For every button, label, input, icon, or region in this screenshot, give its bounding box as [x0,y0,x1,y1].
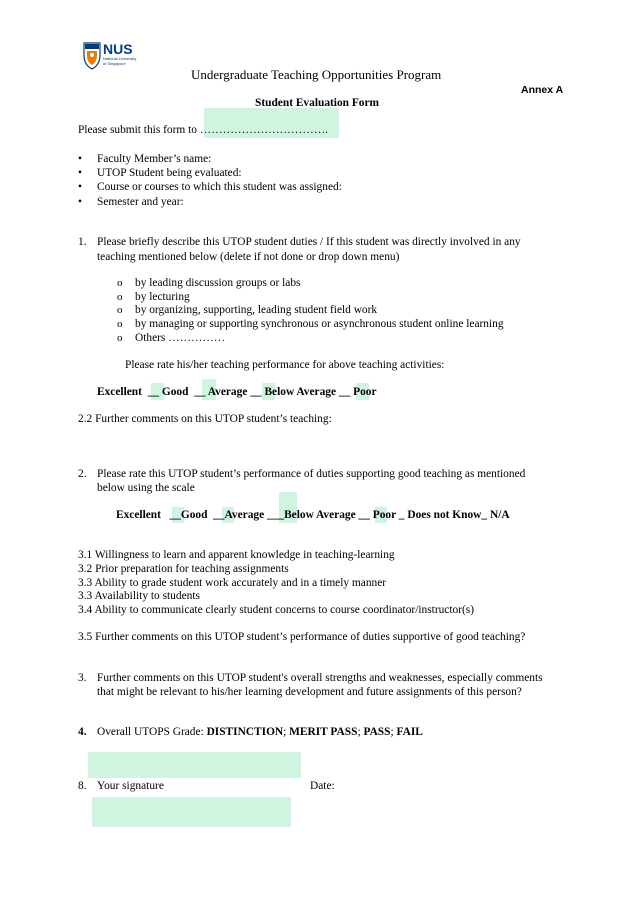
q4-label: Overall UTOPS Grade: [97,726,207,738]
q1-option: o by managing or supporting synchronous or asynchronous student online learning [135,318,504,330]
q2-line1: Please rate this UTOP student’s performance of duties supporting good teaching as mentioned [97,468,526,480]
bullet-semester: • Semester and year: [97,196,184,208]
q3-number: 3. [78,672,87,684]
program-title: Undergraduate Teaching Opportunities Program [191,67,442,82]
bullet-student-evaluated: • UTOP Student being evaluated: [97,167,242,179]
nus-crest-icon [83,41,153,73]
q8-number: 8. [78,780,87,792]
date-label: Date: [310,780,335,792]
grade-distinction: DISTINCTION [206,726,284,738]
q1-number: 1. [78,236,87,248]
q1-line1: Please briefly describe this UTOP student duties / If this student was directly involved in any [97,236,521,248]
q1-option: o by leading discussion groups or labs [135,277,300,289]
q4-number: 4. [78,726,87,738]
q1-option: o by lecturing [135,291,190,303]
signature-field-bottom[interactable] [92,797,291,827]
q3-line2: that might be relevant to his/her learning development and future assignments of this person? [97,686,522,698]
bullet-faculty-name: • Faculty Member’s name: [97,153,211,165]
criterion-item: 3.4 Ability to communicate clearly student concerns to course coordinator/instructor(s) [78,604,475,616]
grade-pass: PASS [363,726,391,738]
q1-rate-prompt: Please rate his/her teaching performance for above teaching activities: [125,359,445,371]
q3-line1: Further comments on this UTOP student's overall strengths and weaknesses, especially comments [97,672,543,684]
q2-2-comments: 2.2 Further comments on this UTOP student’s teaching: [78,413,332,425]
form-title: Student Evaluation Form [255,97,380,109]
logo-wordmark: NUS [103,41,133,57]
q2-number: 2. [78,468,87,480]
q4-line: Overall UTOPS Grade: DISTINCTION; MERIT PASS; PASS; FAIL [97,726,423,738]
nus-logo [83,41,153,73]
q1-rating-scale: Excellent __ Good __ Average __ Below Average __ Poor [97,386,377,398]
annex-label: Annex A [521,84,564,96]
bullet-courses: • Course or courses to which this student was assigned: [97,181,342,193]
logo-subtitle-2: of Singapore [103,61,126,66]
logo-subtitle-1: National University [103,56,137,61]
q2-line2: below using the scale [97,482,195,494]
criterion-item: 3.3 Availability to students [78,590,200,602]
q1-option: o by organizing, supporting, leading student field work [135,304,377,316]
signature-label: Your signature [97,780,164,792]
grade-fail: FAIL [396,726,423,738]
criterion-item: 3.3 Ability to grade student work accurately and in a timely manner [78,577,387,589]
submit-line: Please submit this form to ……………………………. [78,124,328,136]
signature-field-top[interactable] [88,752,301,778]
q3-5-comments: 3.5 Further comments on this UTOP student’s performance of duties supportive of good teaching? [78,631,526,643]
criterion-item: 3.1 Willingness to learn and apparent knowledge in teaching-learning [78,549,395,561]
q2-rating-scale: Excellent __Good __Average ___Below Average __ Poor _ Does not Know_ N/A [116,509,510,521]
q1-line2: teaching mentioned below (delete if not done or drop down menu) [97,251,400,263]
grade-merit-pass: MERIT PASS [289,726,358,738]
criterion-item: 3.2 Prior preparation for teaching assignments [78,563,289,575]
q1-option: o Others …………… [135,332,225,344]
